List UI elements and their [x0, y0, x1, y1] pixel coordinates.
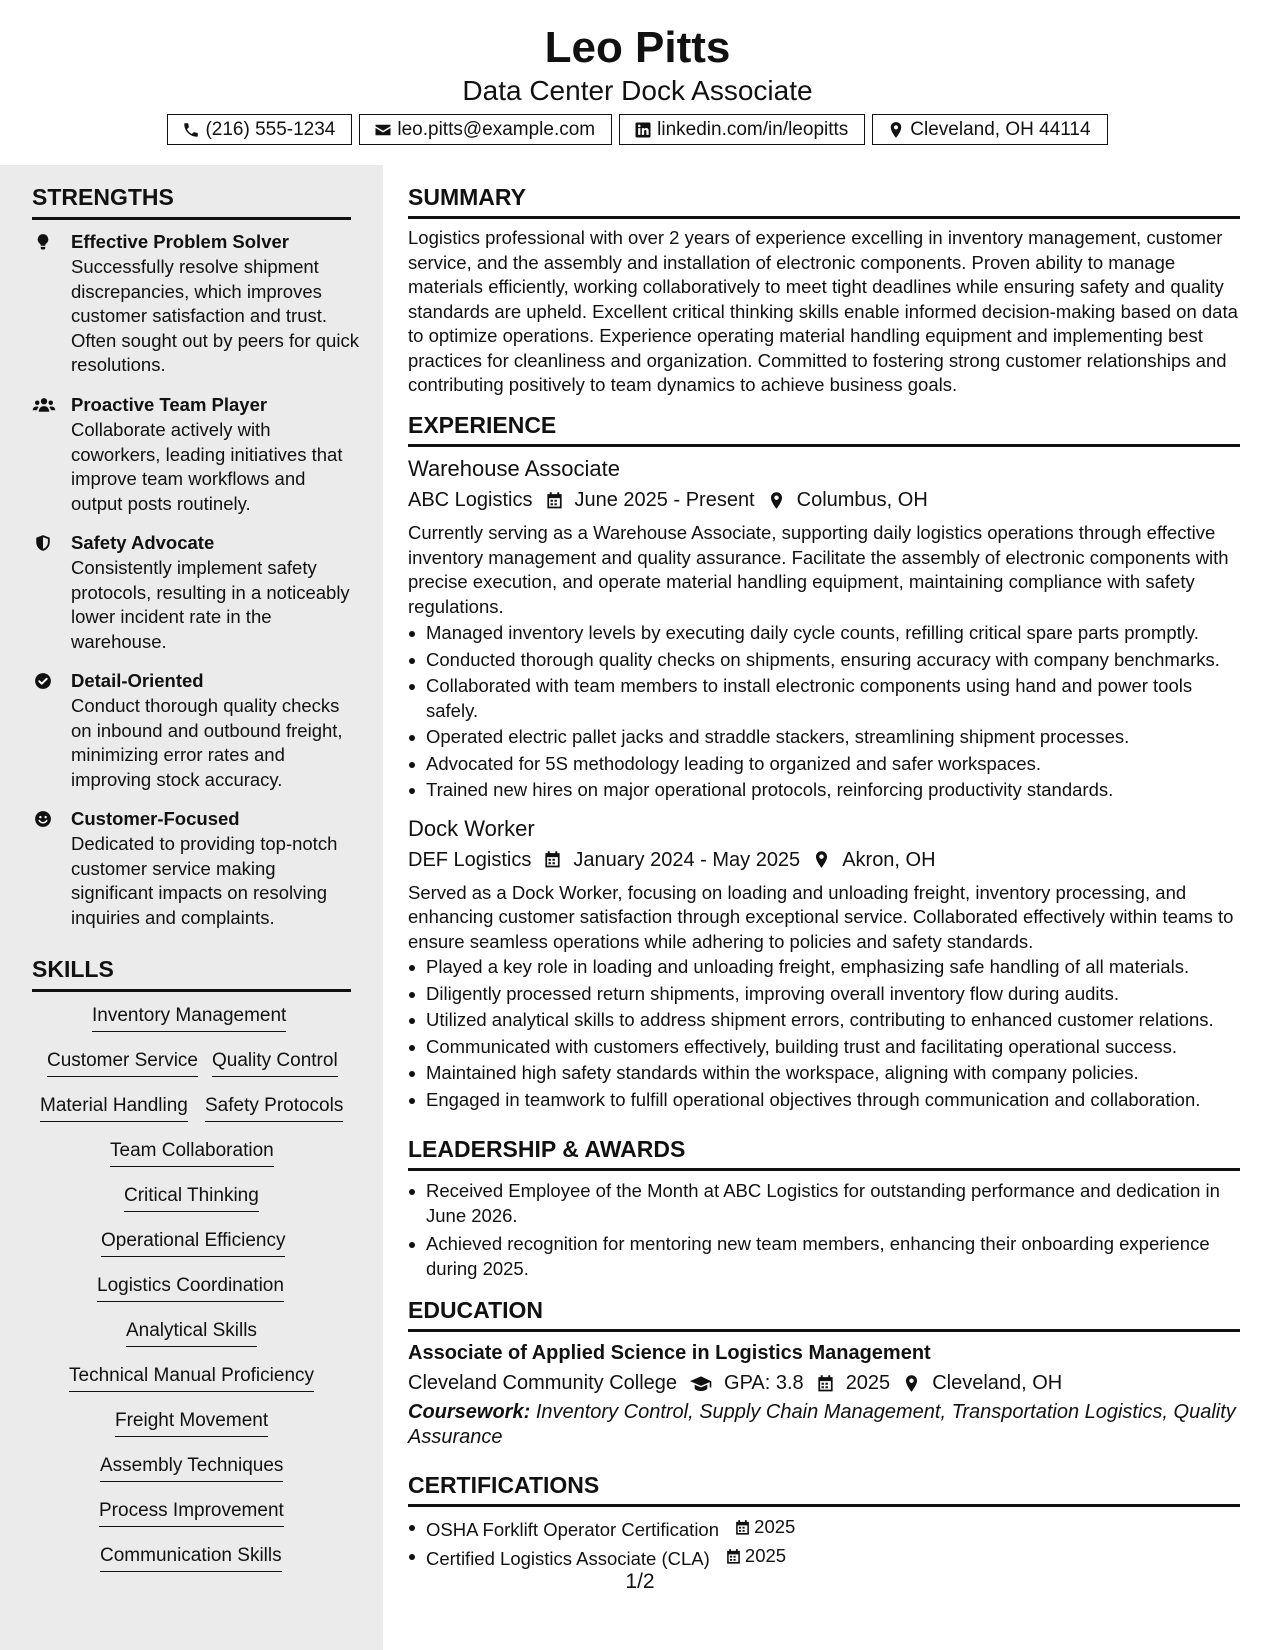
strengths-title: STRENGTHS	[32, 184, 174, 210]
certification-item	[408, 1515, 1240, 1542]
experience-title: EXPERIENCE	[408, 412, 557, 438]
education-meta	[408, 1369, 1240, 1397]
skill-tag: Assembly Techniques	[100, 1454, 283, 1482]
skill-tag: Inventory Management	[92, 1004, 286, 1032]
calendar-icon	[734, 1519, 751, 1536]
calendar-icon	[816, 1374, 835, 1393]
skill-tag: Technical Manual Proficiency	[69, 1364, 314, 1392]
candidate-name: Leo Pitts	[544, 23, 731, 72]
divider	[32, 217, 351, 220]
bullet-item: Conducted thorough quality checks on shipments, ensuring accuracy with company benchmarks.	[408, 648, 1240, 673]
skill-tag: Communication Skills	[100, 1544, 282, 1572]
phone-text: (216) 555-1234	[205, 118, 336, 140]
map-pin-icon	[902, 1374, 921, 1393]
strength-desc: Consistently implement safety protocols, resulting in a noticeably lower incident rate in the warehouse.	[71, 557, 350, 652]
skill-tag: Material Handling	[40, 1094, 188, 1122]
calendar-icon	[543, 850, 562, 869]
divider	[408, 1168, 1240, 1171]
bullet-item: Diligently processed return shipments, improving overall inventory flow during audits.	[408, 982, 1240, 1007]
graduation-year: 2025	[845, 1372, 891, 1394]
divider	[408, 1329, 1240, 1332]
strength-desc: Conduct thorough quality checks on inbound and outbound freight, minimizing error rates and improving stock accuracy.	[71, 695, 343, 790]
job-entry	[408, 815, 1240, 1113]
certification-date	[734, 1515, 795, 1540]
job-location: Akron, OH	[842, 848, 936, 871]
skill-tag: Customer Service	[47, 1049, 198, 1077]
bullet-item: Advocated for 5S methodology leading to organized and safer workspaces.	[408, 752, 1240, 777]
bullet-item: Collaborated with team members to install electronic components using hand and power tools safely.	[408, 674, 1240, 723]
skill-tag: Freight Movement	[115, 1409, 268, 1437]
contact-email[interactable]	[359, 114, 612, 145]
leadership-title: LEADERSHIP & AWARDS	[408, 1136, 686, 1162]
certification-date	[725, 1544, 786, 1569]
bullet-item: Communicated with customers effectively, building trust and facilitating operational success.	[408, 1035, 1240, 1060]
strength-desc: Dedicated to providing top-notch customer service making significant impacts on resolving inquiries and complaints.	[71, 833, 338, 928]
summary-text: Logistics professional with over 2 years of experience excelling in inventory management, customer service, and the assembly and installation of electronic components. Proven ability to manage materials efficiently, working collaboratively to meet tight deadlines while ensuring safety and quality standards are upheld. Excellent critical thinking skills enable informed decision-making based on data to optimize operations. Experience operating material handling equipment and implementing best practices for cleanliness and organization. Committed to fostering strong customer relationships and contributing positively to team dynamics to achieve business goals.	[408, 227, 1238, 395]
smile-icon	[34, 810, 52, 828]
summary-title: SUMMARY	[408, 184, 526, 210]
job-title: Warehouse Associate	[408, 456, 620, 481]
job-company: DEF Logistics	[408, 848, 532, 871]
check-circle-icon	[34, 672, 52, 690]
school-location: Cleveland, OH	[932, 1372, 1063, 1394]
map-pin-icon	[887, 121, 905, 139]
skill-tag: Quality Control	[212, 1049, 338, 1077]
job-company: ABC Logistics	[408, 489, 533, 511]
envelope-icon	[374, 121, 392, 139]
job-location: Columbus, OH	[796, 489, 928, 511]
certification-year: 2025	[754, 1516, 796, 1537]
skills-heading	[32, 955, 351, 992]
job-bullets	[408, 621, 1240, 803]
users-icon	[32, 396, 56, 414]
job-meta	[408, 486, 1240, 514]
job-description: Currently serving as a Warehouse Associate, supporting daily logistics operations through effective inventory management and quality assurance. Facilitate the assembly of electronic components with precise execution, and operate material handling equipment, maintaining compliance with safety regulations.	[408, 522, 1229, 617]
map-pin-icon	[767, 491, 786, 510]
job-meta	[408, 846, 1240, 874]
contact-location[interactable]	[872, 114, 1107, 145]
skill-tag: Logistics Coordination	[97, 1274, 284, 1302]
strength-title: Detail-Oriented	[71, 670, 204, 691]
bullet-item: Utilized analytical skills to address shipment errors, contributing to enhanced customer relations.	[408, 1008, 1240, 1033]
linkedin-text: linkedin.com/in/leopitts	[657, 118, 849, 140]
skill-tag: Operational Efficiency	[101, 1229, 285, 1257]
coursework-list: Inventory Control, Supply Chain Management, Transportation Logistics, Quality Assurance	[408, 1401, 1236, 1448]
phone-icon	[182, 121, 200, 139]
skill-tag: Team Collaboration	[110, 1139, 274, 1167]
job-description: Served as a Dock Worker, focusing on loading and unloading freight, inventory processing, and enhancing customer satisfaction through exceptional service. Collaborated effectively within teams to ensure seamless operations while adhering to policies and safety standards.	[408, 881, 1234, 952]
gpa: GPA: 3.8	[724, 1372, 804, 1394]
coursework-label: Coursework:	[408, 1401, 531, 1423]
certification-name: OSHA Forklift Operator Certification	[426, 1518, 720, 1540]
strength-title: Safety Advocate	[71, 532, 215, 553]
map-pin-icon	[812, 850, 831, 869]
certification-year: 2025	[744, 1545, 787, 1567]
certification-name: Certified Logistics Associate (CLA)	[426, 1548, 710, 1569]
divider	[408, 444, 1240, 447]
certifications-section	[408, 1471, 1240, 1574]
certifications-list	[408, 1515, 1240, 1572]
strength-desc: Collaborate actively with coworkers, leading initiatives that improve team workflows and output posts routinely.	[71, 419, 343, 514]
job-bullets	[408, 955, 1240, 1112]
certifications-title: CERTIFICATIONS	[408, 1472, 600, 1498]
degree-title: Associate of Applied Science in Logistics Management	[408, 1342, 931, 1364]
school-name: Cleveland Community College	[408, 1372, 678, 1394]
skill-tag: Safety Protocols	[205, 1094, 343, 1122]
divider	[408, 216, 1240, 219]
bullet-item: Received Employee of the Month at ABC Logistics for outstanding performance and dedication in June 2026.	[408, 1179, 1240, 1228]
strength-desc: Successfully resolve shipment discrepancies, which improves customer satisfaction and trust. Often sought out by peers for quick resolutions.	[71, 256, 359, 375]
candidate-role: Data Center Dock Associate	[462, 75, 813, 106]
skills-title: SKILLS	[32, 956, 114, 982]
bullet-item: Operated electric pallet jacks and straddle stackers, streamlining shipment processes.	[408, 725, 1240, 750]
strengths-heading	[32, 183, 351, 220]
linkedin-icon	[634, 121, 652, 139]
experience-section	[408, 411, 1240, 1114]
contact-bar	[0, 114, 1275, 145]
certification-item	[408, 1544, 1240, 1571]
job-entry	[408, 455, 1240, 803]
job-dates: January 2024 - May 2025	[573, 848, 801, 871]
lightbulb-icon	[34, 233, 52, 251]
strength-title: Effective Problem Solver	[71, 231, 289, 252]
job-title: Dock Worker	[408, 815, 535, 841]
contact-phone[interactable]	[167, 114, 352, 145]
skill-tag: Process Improvement	[99, 1499, 284, 1527]
bullet-item: Engaged in teamwork to fulfill operational objectives through communication and collaboration.	[408, 1088, 1240, 1113]
strength-title: Customer-Focused	[71, 808, 240, 829]
leadership-section	[408, 1135, 1240, 1283]
shield-icon	[34, 534, 52, 552]
skill-tag: Critical Thinking	[124, 1184, 259, 1212]
strength-title: Proactive Team Player	[71, 394, 268, 415]
email-text: leo.pitts@example.com	[397, 118, 596, 140]
divider	[32, 989, 351, 992]
location-text: Cleveland, OH 44114	[910, 118, 1091, 140]
education-title: EDUCATION	[408, 1297, 544, 1323]
graduation-cap-icon	[689, 1374, 713, 1393]
summary-section	[408, 183, 1240, 398]
leadership-bullets	[408, 1179, 1240, 1281]
page-number: 1/2	[625, 1570, 655, 1593]
bullet-item: Achieved recognition for mentoring new team members, enhancing their onboarding experience during 2025.	[408, 1232, 1240, 1281]
bullet-item: Managed inventory levels by executing daily cycle counts, refilling critical spare parts promptly.	[408, 621, 1240, 646]
calendar-icon	[545, 491, 564, 510]
skill-tag: Analytical Skills	[126, 1319, 257, 1347]
bullet-item: Played a key role in loading and unloading freight, emphasizing safe handling of all materials.	[408, 955, 1240, 980]
contact-linkedin[interactable]	[619, 114, 865, 145]
education-section	[408, 1296, 1240, 1449]
bullet-item: Trained new hires on major operational protocols, reinforcing productivity standards.	[408, 778, 1240, 803]
resume-header	[0, 0, 1275, 165]
calendar-icon	[725, 1548, 742, 1565]
coursework	[408, 1400, 1240, 1449]
divider	[408, 1504, 1240, 1507]
job-dates: June 2025 - Present	[574, 489, 755, 511]
bullet-item: Maintained high safety standards within the workspace, aligning with company policies.	[408, 1061, 1240, 1086]
